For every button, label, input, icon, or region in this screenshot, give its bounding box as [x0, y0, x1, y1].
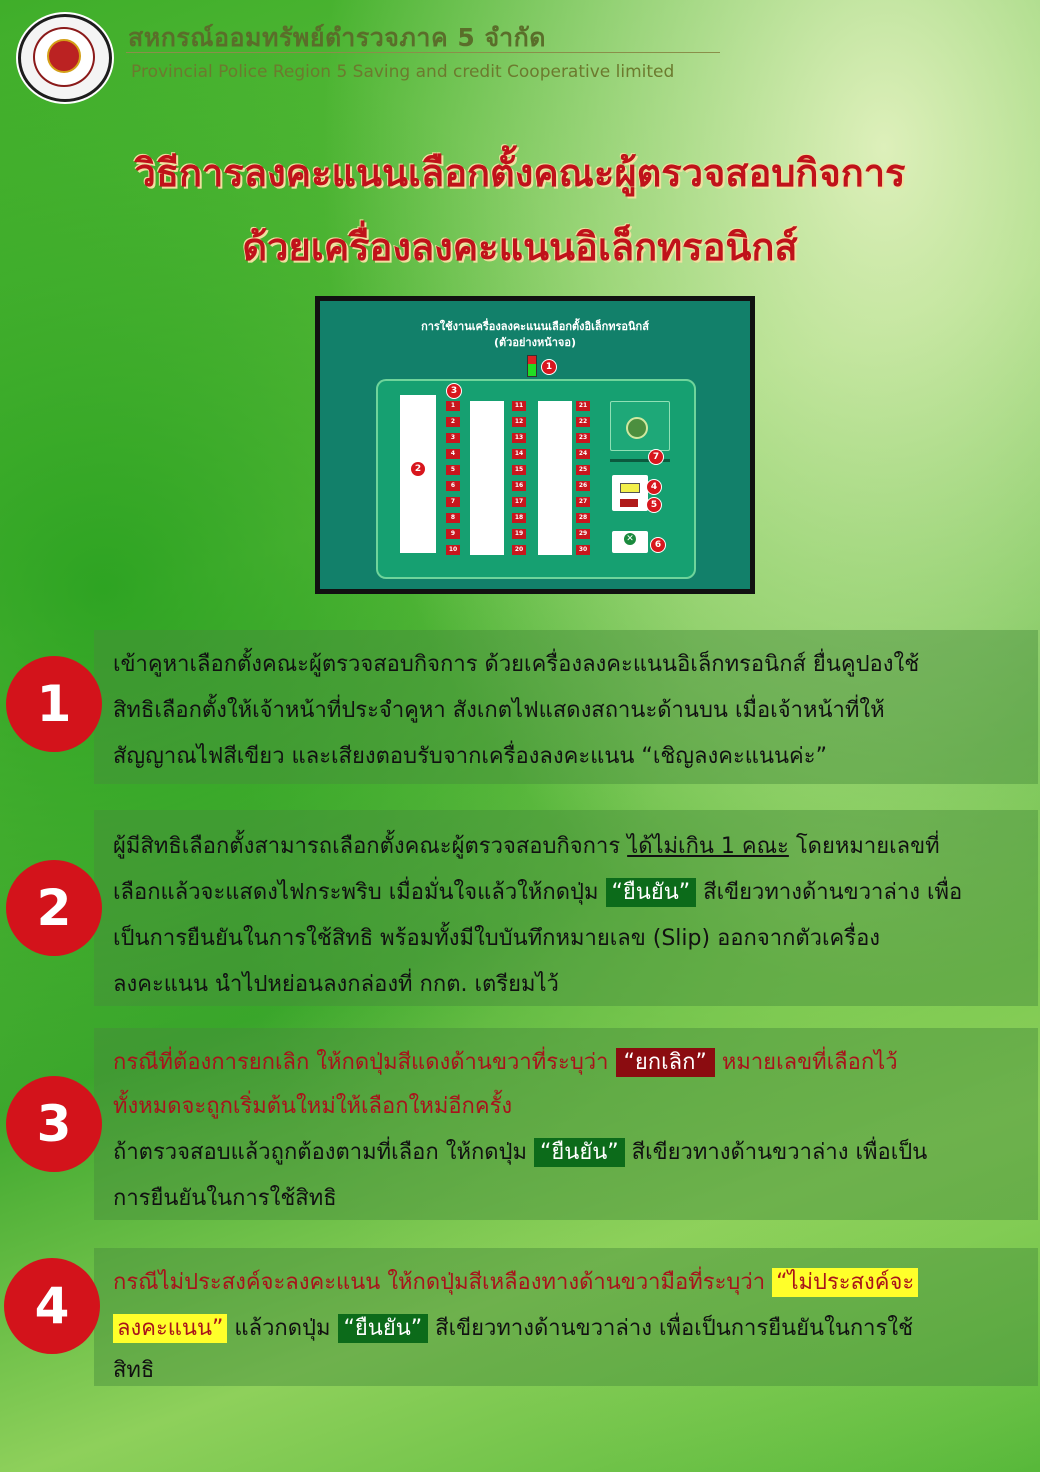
number-button[interactable]: 14 — [512, 449, 526, 459]
number-button[interactable]: 29 — [576, 529, 590, 539]
step-card-1 — [94, 630, 1038, 784]
abstain-label-badge: “ไม่ประสงค์จะ — [772, 1268, 918, 1297]
number-button[interactable]: 16 — [512, 481, 526, 491]
number-button[interactable]: 26 — [576, 481, 590, 491]
step-card-2 — [94, 810, 1038, 1006]
callout-badge-6: 6 — [650, 537, 666, 553]
step-text-part: สีเขียวทางด้านขวาล่าง เพื่อเป็น — [624, 1140, 928, 1165]
number-button[interactable]: 20 — [512, 545, 526, 555]
voting-machine-screen-example — [315, 296, 755, 594]
step-text-part: กรณีที่ต้องการยกเลิก ให้กดปุ่มสีแดงด้านขวาที่ระบุว่า — [113, 1050, 616, 1075]
number-button[interactable]: 11 — [512, 401, 526, 411]
confirm-label-badge: “ยืนยัน” — [534, 1138, 625, 1167]
screen-subtitle: (ตัวอย่างหน้าจอ) — [494, 336, 576, 349]
number-button[interactable]: 5 — [446, 465, 460, 475]
step-text-part: หมายเลขที่เลือกไว้ — [714, 1050, 898, 1075]
step-text-part: ถ้าตรวจสอบแล้วถูกต้องตามที่เลือก ให้กดปุ่ม — [113, 1140, 535, 1165]
candidate-photo — [404, 433, 434, 443]
step-text: สิทธิ — [113, 1358, 155, 1383]
number-button[interactable]: 8 — [446, 513, 460, 523]
abstain-button[interactable] — [620, 483, 640, 493]
step-text-part: ผู้มีสิทธิเลือกตั้งสามารถเลือกตั้งคณะผู้ตรวจสอบกิจการ — [113, 834, 628, 859]
number-button[interactable]: 1 — [446, 401, 460, 411]
step-text-part: กรณีไม่ประสงค์จะลงคะแนน ให้กดปุ่มสีเหลืองทางด้านขวามือที่ระบุว่า — [113, 1270, 773, 1295]
number-button[interactable]: 6 — [446, 481, 460, 491]
step-card-4 — [94, 1248, 1038, 1386]
number-button[interactable]: 13 — [512, 433, 526, 443]
number-button[interactable]: 17 — [512, 497, 526, 507]
step-text — [113, 874, 962, 909]
status-lamp-icon — [527, 355, 537, 377]
step-number-2: 2 — [6, 860, 102, 956]
step-text — [113, 1264, 918, 1299]
candidate-photo — [404, 449, 434, 459]
number-button[interactable]: 18 — [512, 513, 526, 523]
step-text — [113, 1134, 927, 1169]
step-text — [113, 1044, 898, 1079]
number-button[interactable]: 23 — [576, 433, 590, 443]
callout-badge-4: 4 — [646, 479, 662, 495]
number-button[interactable]: 30 — [576, 545, 590, 555]
number-button[interactable]: 15 — [512, 465, 526, 475]
step-text: สิทธิเลือกตั้งให้เจ้าหน้าที่ประจำคูหา สังเกตไฟแสดงสถานะด้านบน เมื่อเจ้าหน้าที่ให้ — [113, 698, 885, 723]
callout-badge-5: 5 — [646, 497, 662, 513]
step-number-1: 1 — [6, 656, 102, 752]
number-button[interactable]: 2 — [446, 417, 460, 427]
number-button[interactable]: 7 — [446, 497, 460, 507]
step-text: ทั้งหมดจะถูกเริ่มต้นใหม่ให้เลือกใหม่อีกครั้ง — [113, 1094, 513, 1119]
step-text: เข้าคูหาเลือกตั้งคณะผู้ตรวจสอบกิจการ ด้วยเครื่องลงคะแนนอิเล็กทรอนิกส์ ยื่นคูปองใช้ — [113, 652, 920, 677]
abstain-label-badge: ลงคะแนน” — [113, 1314, 227, 1343]
callout-badge-3: 3 — [446, 383, 462, 399]
screen-title: การใช้งานเครื่องลงคะแนนเลือกตั้งอิเล็กทรอนิกส์ — [421, 320, 649, 333]
page-title-line1: วิธีการลงคะแนนเลือกตั้งคณะผู้ตรวจสอบกิจการ — [134, 151, 906, 195]
callout-badge-2: 2 — [410, 461, 426, 477]
header — [0, 0, 1040, 100]
step-text: สัญญาณไฟสีเขียว และเสียงตอบรับจากเครื่องลงคะแนน “เชิญลงคะแนนค่ะ” — [113, 744, 827, 769]
step-text-part: เลือกแล้วจะแสดงไฟกระพริบ เมื่อมั่นใจแล้วให้กดปุ่ม — [113, 880, 606, 905]
white-column — [538, 401, 572, 555]
step-text — [113, 1310, 913, 1345]
confirm-label-badge: “ยืนยัน” — [606, 878, 697, 907]
step-text — [113, 828, 940, 863]
number-button[interactable]: 4 — [446, 449, 460, 459]
step-text-part: แล้วกดปุ่ม — [227, 1316, 338, 1341]
step-number-3: 3 — [6, 1076, 102, 1172]
number-button[interactable]: 25 — [576, 465, 590, 475]
ballot-panel — [376, 379, 696, 579]
number-column-2 — [512, 401, 526, 561]
confirm-label-badge: “ยืนยัน” — [338, 1314, 429, 1343]
number-button[interactable]: 10 — [446, 545, 460, 555]
cancel-label-badge: “ยกเลิก” — [616, 1048, 715, 1077]
limit-one-panel-text: ได้ไม่เกิน 1 คณะ — [627, 834, 789, 859]
callout-badge-1: 1 — [541, 359, 557, 375]
callout-badge-7: 7 — [648, 449, 664, 465]
emblem-icon — [626, 417, 648, 439]
cancel-button[interactable] — [620, 499, 638, 507]
number-column-1 — [446, 401, 460, 561]
step-text-part: สีเขียวทางด้านขวาล่าง เพื่อ — [696, 880, 963, 905]
candidate-photo — [404, 417, 434, 427]
number-button[interactable]: 21 — [576, 401, 590, 411]
number-column-3 — [576, 401, 590, 561]
logo-emblem-icon — [47, 39, 81, 73]
step-card-3 — [94, 1028, 1038, 1220]
candidate-photo — [404, 401, 434, 411]
coop-name-thai: สหกรณ์ออมทรัพย์ตำรวจภาค 5 จำกัด — [128, 23, 547, 52]
number-button[interactable]: 3 — [446, 433, 460, 443]
number-button[interactable]: 27 — [576, 497, 590, 507]
step-text: ลงคะแนน นำไปหย่อนลงกล่องที่ กกต. เตรียมไว้ — [113, 972, 559, 997]
step-number-4: 4 — [4, 1258, 100, 1354]
number-button[interactable]: 28 — [576, 513, 590, 523]
number-button[interactable]: 9 — [446, 529, 460, 539]
step-text-part: สีเขียวทางด้านขวาล่าง เพื่อเป็นการยืนยันในการใช้ — [428, 1316, 914, 1341]
number-button[interactable]: 12 — [512, 417, 526, 427]
coop-name-english: Provincial Police Region 5 Saving and credit Cooperative limited — [131, 62, 675, 82]
number-button[interactable]: 22 — [576, 417, 590, 427]
page-title-line2: ด้วยเครื่องลงคะแนนอิเล็กทรอนิกส์ — [242, 225, 798, 269]
confirm-x-icon[interactable]: ✕ — [624, 533, 636, 545]
step-text-part: โดยหมายเลขที่ — [788, 834, 940, 859]
step-text: เป็นการยืนยันในการใช้สิทธิ พร้อมทั้งมีใบบันทึกหมายเลข (Slip) ออกจากตัวเครื่อง — [113, 926, 881, 951]
number-button[interactable]: 19 — [512, 529, 526, 539]
number-button[interactable]: 24 — [576, 449, 590, 459]
white-column — [470, 401, 504, 555]
step-text: การยืนยันในการใช้สิทธิ — [113, 1186, 337, 1211]
header-divider — [126, 52, 720, 53]
police-coop-logo — [18, 14, 112, 102]
